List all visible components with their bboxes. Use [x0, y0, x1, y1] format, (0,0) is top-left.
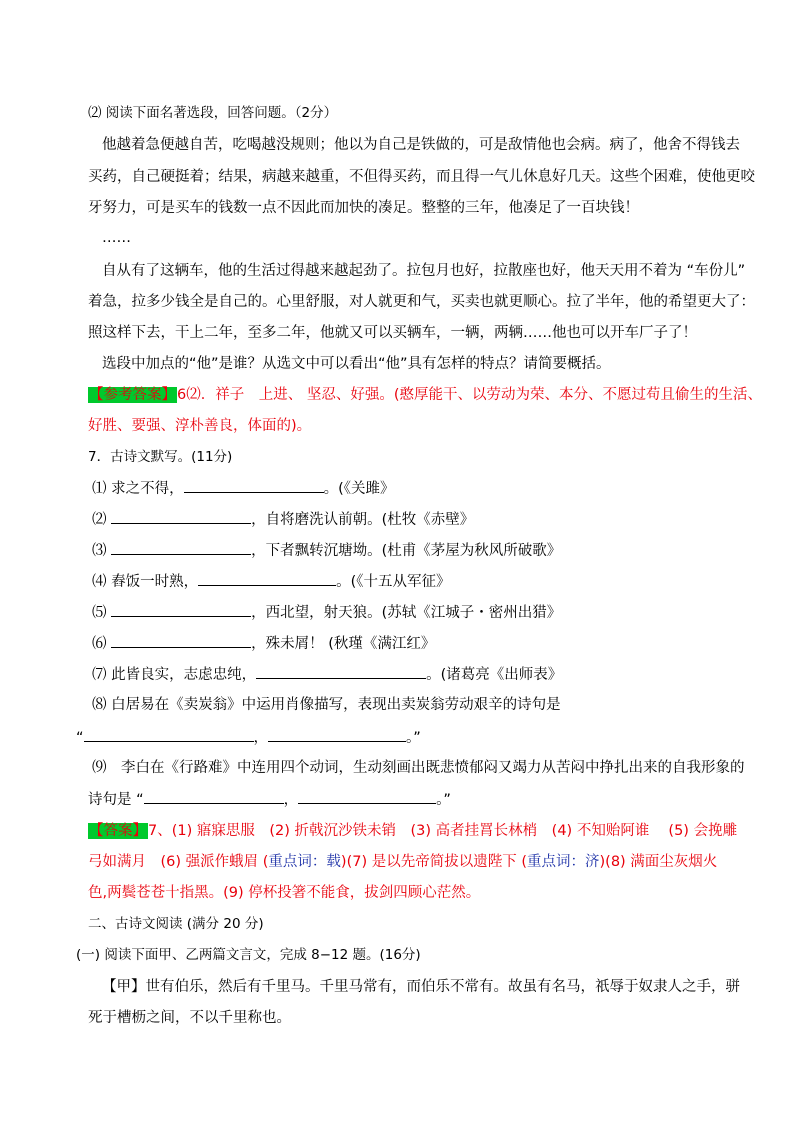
answer-blank[interactable]	[198, 571, 336, 586]
key-word-note: 重点词：济	[527, 854, 600, 870]
dictation-item-2: ⑵ ，自将磨洗认前朝。(杜牧《赤壁》	[92, 509, 474, 530]
reference-answer-tag: 【参考答案】	[89, 387, 176, 403]
passage-line: 买药，自己硬挺着；结果，病越来越重，不但得买药，而且得一气儿休息好几天。这些个困难，使他更咬	[88, 169, 755, 185]
answer-blank[interactable]	[111, 509, 251, 524]
answer-blank[interactable]	[111, 602, 251, 617]
ellipsis: ……	[102, 230, 131, 246]
reference-answer-text: 6⑵．祥子 上进、 坚忍、好强。(憨厚能干、以劳动为荣、本分、不愿过苟且偷生的生活、	[177, 387, 762, 403]
answer-blank[interactable]	[111, 540, 251, 555]
passage-line: 牙努力，可是买车的钱数一点不因此而加快的凑足。整整的三年，他凑足了一百块钱！	[88, 200, 639, 216]
answer-blank[interactable]	[84, 727, 254, 742]
dictation-item-1: ⑴ 求之不得， 。(《关雎》	[92, 478, 395, 499]
subsection-heading: (一) 阅读下面甲、乙两篇文言文，完成 8−12 题。(16分)	[76, 947, 421, 963]
dictation-item-7: ⑺ 此皆良实，志虑忠纯， 。(诸葛亮《出师表》	[92, 664, 562, 685]
dictation-item-9: ⑼ 李白在《行路难》中连用四个动词，生动刻画出既悲愤郁闷又竭力从苦闷中挣扎出来的自我形象的	[92, 760, 745, 776]
answer-tag: 【答案】	[89, 823, 147, 839]
dictation-item-6: ⑹ ，殊未屑！ (秋瑾《满江红》	[92, 633, 435, 654]
answer-blank[interactable]	[298, 789, 436, 804]
dictation-item-8-blanks: “ ， 。”	[76, 727, 421, 748]
passage-line: 他越着急便越自苦，吃喝越没规则；他以为自己是铁做的，可是敌情他也会病。病了，他舍不得钱去	[102, 137, 740, 153]
question-prompt: 选段中加点的“他”是谁？从选文中可以看出“他”具有怎样的特点？请简要概括。	[102, 356, 611, 372]
passage-line: 自从有了这辆车，他的生活过得越来越起劲了。拉包月也好，拉散座也好，他天天用不着为 “车份儿”	[102, 263, 746, 279]
answer-blank[interactable]	[256, 664, 426, 679]
answer-7: 【答案】7、(1) 寤寐思服 (2) 折戟沉沙铁未销 (3) 高者挂罥长林梢 (4) 不知贻阿谁 (5) 会挽雕	[89, 823, 738, 839]
dictation-item-8: ⑻ 白居易在《卖炭翁》中运用肖像描写，表现出卖炭翁劳动艰辛的诗句是	[92, 697, 561, 713]
answer-blank[interactable]	[144, 789, 284, 804]
passage-line: 着急，拉多少钱全是自己的。心里舒服，对人就更和气，买卖也就更顺心。拉了半年，他的希望更大了：	[88, 294, 755, 310]
reference-answer	[88, 385, 762, 405]
reference-answer-text: 好胜、要强、淳朴善良，体面的)。	[88, 418, 312, 434]
answer-7-line3: 色,两鬓苍苍十指黑。(9) 停杯投箸不能食，拔剑四顾心茫然。	[88, 885, 481, 901]
key-word-note: 重点词：载	[268, 854, 341, 870]
section-heading: 二、古诗文阅读 (满分 20 分)	[88, 916, 264, 932]
classical-text-line: 【甲】世有伯乐，然后有千里马。千里马常有，而伯乐不常有。故虽有名马，祇辱于奴隶人之手，骈	[102, 979, 740, 995]
dictation-item-4: ⑷ 舂饭一时熟， 。(《十五从军征》	[92, 571, 451, 592]
answer-blank[interactable]	[111, 633, 251, 648]
dictation-item-3: ⑶ ，下者飘转沉塘坳。(杜甫《茅屋为秋风所破歌》	[92, 540, 561, 561]
passage-line: 照这样下去，干上二年，至多二年，他就又可以买辆车，一辆，两辆……他也可以开车厂子了！	[88, 325, 697, 341]
answer-7-line2: 弓如满月 (6) 强派作蛾眉 (重点词：载)(7) 是以先帝简拔以遗陛下 (重点词：济)(8) 满面尘灰烟火	[88, 854, 718, 870]
dictation-item-9-blanks: 诗句是 “ ， 。”	[88, 789, 451, 810]
classical-text-line: 死于槽枥之间，不以千里称也。	[88, 1010, 291, 1026]
dictation-item-5: ⑸ ，西北望，射天狼。(苏轼《江城子・密州出猎》	[92, 602, 561, 623]
question-7-heading: 7．古诗文默写。(11分)	[88, 449, 233, 465]
question-2-heading: ⑵ 阅读下面名著选段，回答问题。（2分）	[88, 105, 338, 121]
answer-blank[interactable]	[184, 478, 324, 493]
answer-blank[interactable]	[268, 727, 406, 742]
